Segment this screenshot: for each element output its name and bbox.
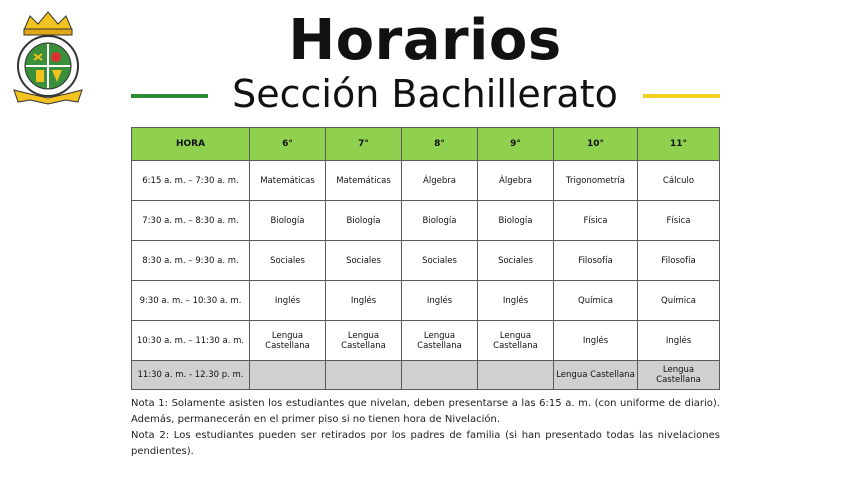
- table-cell: Biología: [250, 201, 326, 241]
- table-cell: Sociales: [250, 241, 326, 281]
- column-header-11: 11°: [638, 128, 720, 161]
- time-cell: 6:15 a. m. – 7:30 a. m.: [132, 161, 250, 201]
- table-cell: Trigonometría: [554, 161, 638, 201]
- table-cell: Biología: [402, 201, 478, 241]
- table-cell: Biología: [326, 201, 402, 241]
- column-header-6: 6°: [250, 128, 326, 161]
- table-row: [132, 241, 720, 281]
- table-cell: Lengua Castellana: [554, 361, 638, 390]
- table-cell: Física: [554, 201, 638, 241]
- table-cell: Álgebra: [478, 161, 554, 201]
- column-header-8: 8°: [402, 128, 478, 161]
- note-2: Nota 2: Los estudiantes pueden ser retirados por los padres de familia (si han presentado todas las nivelaciones pendientes).: [131, 430, 720, 457]
- table-row: [132, 281, 720, 321]
- table-cell: Física: [638, 201, 720, 241]
- table-cell: Lengua Castellana: [402, 321, 478, 361]
- table-cell: Filosofía: [554, 241, 638, 281]
- table-row: [132, 361, 720, 390]
- table-cell: Lengua Castellana: [478, 321, 554, 361]
- table-cell: Cálculo: [638, 161, 720, 201]
- table-cell: [250, 361, 326, 390]
- page-subtitle: Sección Bachillerato: [232, 72, 618, 116]
- notes-section: [131, 396, 720, 460]
- time-cell: 8:30 a. m. – 9:30 a. m.: [132, 241, 250, 281]
- table-row: [132, 161, 720, 201]
- table-cell: Sociales: [326, 241, 402, 281]
- time-cell: 7:30 a. m. – 8:30 a. m.: [132, 201, 250, 241]
- table-cell: [402, 361, 478, 390]
- note-1: Nota 1: Solamente asisten los estudiantes que nivelan, deben presentarse a las 6:15 a. m. (con uniforme de diario). Además, permanecerán en el primer piso si no tienen hora de Nivelación.: [131, 398, 720, 425]
- page-title: Horarios: [288, 8, 562, 73]
- table-cell: [478, 361, 554, 390]
- table-cell: Inglés: [326, 281, 402, 321]
- table-cell: Matemáticas: [250, 161, 326, 201]
- table-cell: Matemáticas: [326, 161, 402, 201]
- table-cell: Inglés: [478, 281, 554, 321]
- subtitle-row: [0, 72, 850, 116]
- table-cell: Sociales: [478, 241, 554, 281]
- table-cell: [326, 361, 402, 390]
- time-cell: 10:30 a. m. – 11:30 a. m.: [132, 321, 250, 361]
- column-header-7: 7°: [326, 128, 402, 161]
- table-cell: Química: [638, 281, 720, 321]
- column-header-9: 9°: [478, 128, 554, 161]
- table-cell: Lengua Castellana: [638, 361, 720, 390]
- table-cell: Inglés: [402, 281, 478, 321]
- table-cell: Lengua Castellana: [326, 321, 402, 361]
- table-cell: Biología: [478, 201, 554, 241]
- table-cell: Filosofía: [638, 241, 720, 281]
- time-cell: 9:30 a. m. – 10:30 a. m.: [132, 281, 250, 321]
- table-cell: Inglés: [638, 321, 720, 361]
- time-cell: 11:30 a. m. - 12.30 p. m.: [132, 361, 250, 390]
- schedule-table: [131, 127, 720, 390]
- table-row: [132, 321, 720, 361]
- table-cell: Sociales: [402, 241, 478, 281]
- table-cell: Lengua Castellana: [250, 321, 326, 361]
- table-row: [132, 201, 720, 241]
- table-cell: Química: [554, 281, 638, 321]
- column-header-hora: HORA: [132, 128, 250, 161]
- column-header-10: 10°: [554, 128, 638, 161]
- table-header-row: [132, 128, 720, 161]
- table-cell: Inglés: [250, 281, 326, 321]
- table-cell: Inglés: [554, 321, 638, 361]
- table-cell: Álgebra: [402, 161, 478, 201]
